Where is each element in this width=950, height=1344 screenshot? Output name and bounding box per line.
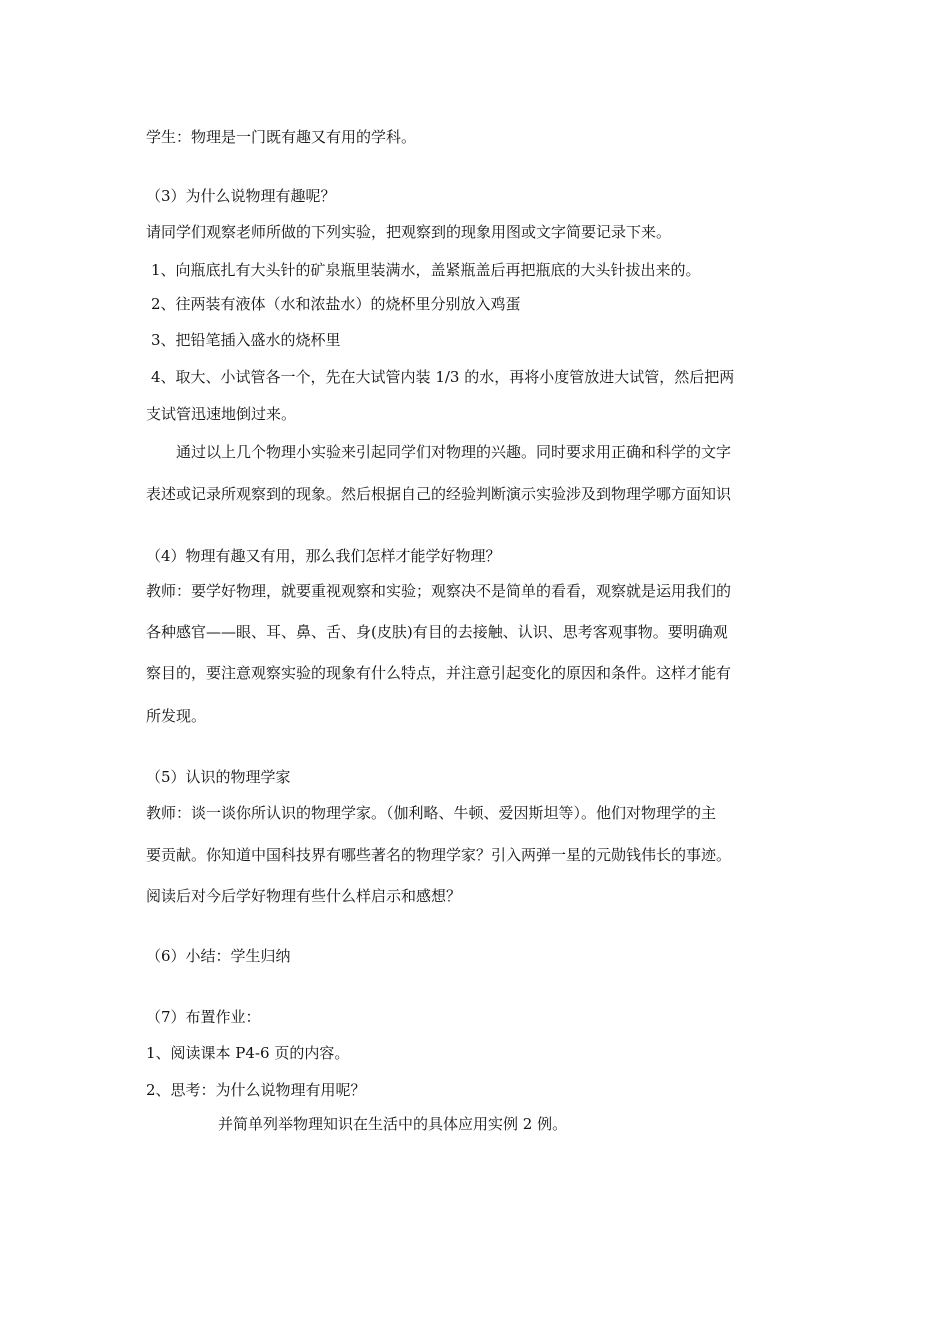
section-7-heading: （7）布置作业： <box>146 1008 261 1026</box>
section-4-heading: （4）物理有趣又有用，那么我们怎样才能学好物理？ <box>146 547 501 565</box>
homework-item-1: 1、阅读课本 P4-6 页的内容。 <box>146 1044 350 1062</box>
teacher-paragraph-line-1: 教师：要学好物理，就要重视观察和实验；观察决不是简单的看看，观察就是运用我们的 <box>146 582 732 600</box>
teacher-paragraph-line-4: 所发现。 <box>146 707 207 725</box>
section-5-heading: （5）认识的物理学家 <box>146 768 291 786</box>
student-answer-line: 学生：物理是一门既有趣又有用的学科。 <box>146 128 417 146</box>
observation-instruction: 请同学们观察老师所做的下列实验，把观察到的现象用图或文字简要记录下来。 <box>146 223 672 241</box>
experiment-summary-line-1: 通过以上几个物理小实验来引起同学们对物理的兴趣。同时要求用正确和科学的文字 <box>176 443 732 461</box>
section-6-heading: （6）小结：学生归纳 <box>146 947 291 965</box>
physicists-line-2: 要贡献。你知道中国科技界有哪些著名的物理学家？引入两弹一星的元勋钱伟长的事迹。 <box>146 846 732 864</box>
section-3-heading: （3）为什么说物理有趣呢？ <box>146 187 336 205</box>
experiment-3: 3、把铅笔插入盛水的烧杯里 <box>151 331 341 349</box>
teacher-paragraph-line-2: 各种感官——眼、耳、鼻、舌、身(皮肤)有目的去接触、认识、思考客观事物。要明确观 <box>146 623 728 641</box>
physicists-line-1: 教师：谈一谈你所认识的物理学家。（伽利略、牛顿、爱因斯坦等）。他们对物理学的主 <box>146 804 717 822</box>
homework-item-2: 2、思考：为什么说物理有用呢？ <box>146 1081 366 1099</box>
experiment-summary-line-2: 表述或记录所观察到的现象。然后根据自己的经验判断演示实验涉及到物理学哪方面知识 <box>146 485 732 503</box>
experiment-2: 2、往两装有液体（水和浓盐水）的烧杯里分别放入鸡蛋 <box>151 295 521 313</box>
experiment-4-continued: 支试管迅速地倒过来。 <box>146 405 297 423</box>
homework-item-2-detail: 并简单列举物理知识在生活中的具体应用实例 2 例。 <box>218 1115 568 1133</box>
experiment-1: 1、向瓶底扎有大头针的矿泉瓶里装满水，盖紧瓶盖后再把瓶底的大头针拔出来的。 <box>151 261 701 279</box>
experiment-4: 4、取大、小试管各一个，先在大试管内装 1/3 的水，再将小度管放进大试管，然后把两 <box>151 368 735 386</box>
teacher-paragraph-line-3: 察目的，要注意观察实验的现象有什么特点，并注意引起变化的原因和条件。这样才能有 <box>146 664 732 682</box>
physicists-line-3: 阅读后对今后学好物理有些什么样启示和感想？ <box>146 887 462 905</box>
